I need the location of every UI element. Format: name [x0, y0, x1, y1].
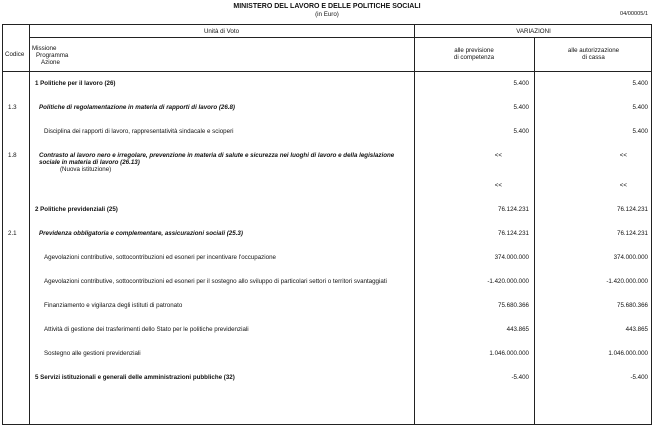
row-label-azione-patronato: Finanziamento e vigilanza degli istituti di patronato: [44, 302, 183, 309]
row-cassa-missione-1: 5.400: [632, 80, 648, 87]
row-cassa-programma-2-1: 76.124.231: [617, 230, 648, 237]
row-competenza-missione-5: -5.400: [511, 374, 529, 381]
row-label-missione-5: 5 Servizi istituzionali e generali delle amministrazioni pubbliche (32): [35, 374, 235, 381]
row-code-programma-1-8: 1.8: [8, 152, 17, 159]
row-cassa-azione-sostegno: 1.046.000.000: [608, 350, 648, 357]
row-note-nuova-istituzione: (Nuova istituzione): [60, 166, 112, 173]
row-cassa-azione-agevolazioni-occupazione: 374.000.000: [613, 254, 648, 261]
header-missione: Missione: [32, 45, 57, 52]
row-label-azione-agevolazioni-occupazione: Agevolazioni contributive, sottocontribuzioni ed esoneri per incentivare l'occupazione: [44, 254, 276, 261]
row-label-azione-disciplina: Disciplina dei rapporti di lavoro, rappresentatività sindacale e scioperi: [44, 128, 234, 135]
col-divider-codice: [29, 25, 30, 424]
row-competenza-azione-agevolazioni-occupazione: 374.000.000: [494, 254, 529, 261]
row-cassa-azione-patronato: 75.680.366: [617, 302, 648, 309]
row-competenza-missione-1: 5.400: [513, 80, 529, 87]
header-variazioni: VARIAZIONI: [516, 28, 551, 35]
header-azione: Azione: [41, 59, 60, 66]
row-competenza-azione-disciplina: 5.400: [513, 128, 529, 135]
row-cassa-azione-trasferimenti: 443.865: [625, 326, 648, 333]
row-competenza-azione-sostegno: 1.046.000.000: [489, 350, 529, 357]
row-cassa-azione-agevolazioni-territori: -1.420.000.000: [606, 278, 648, 285]
row-label-missione-1: 1 Politiche per il lavoro (26): [35, 80, 116, 87]
budget-table: [2, 24, 652, 425]
row-code-programma-1-3: 1.3: [8, 104, 17, 111]
row-competenza-programma-2-1: 76.124.231: [498, 230, 529, 237]
row-competenza-azione-agevolazioni-territori: -1.420.000.000: [487, 278, 529, 285]
row-code-programma-2-1: 2.1: [8, 230, 17, 237]
row-cassa-programma-1-3: 5.400: [632, 104, 648, 111]
header-competenza-line2: di competenza: [453, 54, 495, 61]
row-label-missione-2: 2 Politiche previdenziali (25): [35, 206, 118, 213]
row-label-programma-1-8: Contrasto al lavoro nero e irregolare, prevenzione in materia di salute e sicurezza nei luoghi di lavoro e della legislazione sociale in materia di lavoro (26.13): [39, 152, 395, 167]
row-cassa-programma-1-8: <<: [619, 152, 627, 159]
ministry-title: MINISTERO DEL LAVORO E DELLE POLITICHE SOCIALI: [233, 3, 421, 10]
row-competenza-programma-1-8-second: <<: [494, 182, 502, 189]
header-cassa-line1: alle autorizzazione: [567, 47, 620, 54]
row-competenza-programma-1-3: 5.400: [513, 104, 529, 111]
header-competenza-line1: alle previsione: [454, 47, 494, 54]
header-programma: Programma: [36, 52, 69, 59]
header-unita-di-voto: Unità di Voto: [203, 28, 240, 35]
row-cassa-missione-5: -5.400: [630, 374, 648, 381]
header-divider-top: [29, 37, 651, 38]
header-codice: Codice: [5, 51, 25, 58]
row-competenza-azione-trasferimenti: 443.865: [506, 326, 529, 333]
row-cassa-azione-disciplina: 5.400: [632, 128, 648, 135]
header-cassa-line2: di cassa: [582, 54, 605, 61]
row-label-azione-sostegno: Sostegno alle gestioni previdenziali: [44, 350, 141, 357]
row-label-programma-2-1: Previdenza obbligatoria e complementare, assicurazioni sociali (25.3): [39, 230, 243, 237]
row-competenza-azione-patronato: 75.680.366: [498, 302, 529, 309]
document-code: 04/00005/1: [620, 11, 648, 17]
row-label-azione-agevolazioni-territori: Agevolazioni contributive, sottocontribuzioni ed esoneri per il sostegno allo sviluppo di particolari settori o territori svantaggiati: [44, 278, 387, 285]
row-label-programma-1-3: Politiche di regolamentazione in materia di rapporti di lavoro (26.8): [39, 104, 235, 111]
header-divider-bottom: [3, 71, 651, 72]
row-cassa-missione-2: 76.124.231: [617, 206, 648, 213]
row-competenza-programma-1-8: <<: [494, 152, 502, 159]
row-competenza-missione-2: 76.124.231: [498, 206, 529, 213]
currency-note: (in Euro): [315, 11, 339, 18]
row-cassa-programma-1-8-second: <<: [619, 182, 627, 189]
row-label-azione-trasferimenti: Attività di gestione dei trasferimenti dello Stato per le politiche previdenziali: [44, 326, 249, 333]
